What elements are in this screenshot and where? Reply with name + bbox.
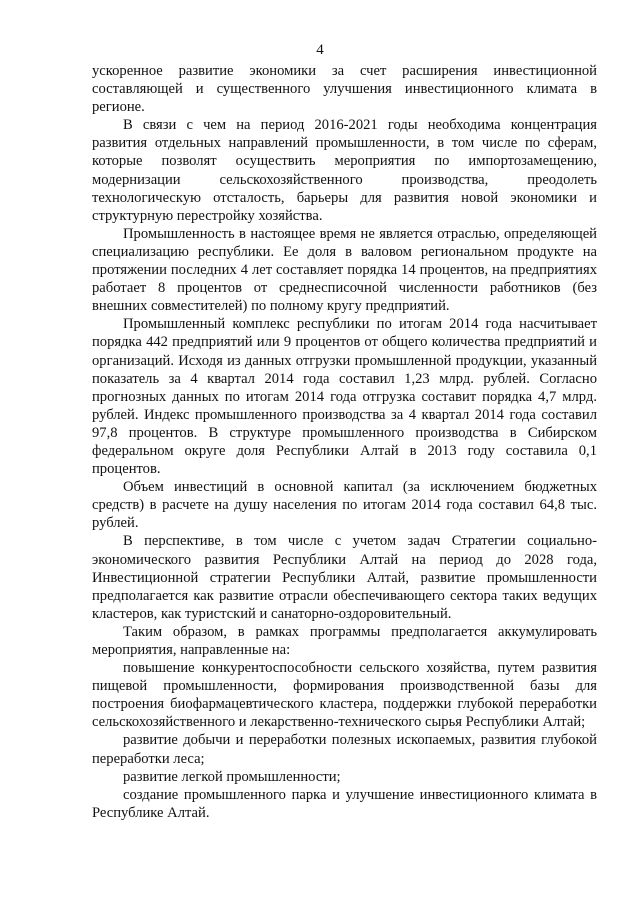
document-body [92, 62, 597, 822]
list-item-3: развитие легкой промышленности; [123, 768, 341, 785]
list-item-4: создание промышленного парка и улучшение инвестиционного климата в Республике Алтай. [92, 786, 597, 821]
paragraph-2: В связи с чем на период 2016-2021 годы необходима концентрация развития отдельных направлений промышленности, в том числе по сферам, которые позволят осуществить мероприятия по импортозамещению, модернизации сельскохозяйственного производства, преодолеть технологическую отсталость, барьеры для развития новой экономики и структурную перестройку хозяйства. [92, 117, 597, 224]
paragraph-4: Промышленный комплекс республики по итогам 2014 года насчитывает порядка 442 предприятий или 9 процентов от общего количества предприятий и организаций. Исходя из данных отгрузки промышленной продукции, указанный показатель за 4 квартал 2014 года составил 1,23 млрд. рублей. Согласно прогнозных данных по итогам 2014 года отгрузка составит порядка 4,7 млрд. рублей. Индекс промышленного производства за 4 квартал 2014 года составил 97,8 процентов. В структуре промышленного производства в Сибирском федеральном округе доля Республики Алтай в 2013 году составила 0,1 процентов. [92, 316, 597, 478]
list-item-2: развитие добычи и переработки полезных ископаемых, развития глубокой переработки леса; [92, 732, 597, 767]
list-item-1: повышение конкурентоспособности сельского хозяйства, путем развития пищевой промышленности, формирования производственной базы для построения биофармацевтического кластера, поддержки глубокой переработки сельскохозяйственного и лекарственно-технического сырья Республики Алтай; [92, 660, 597, 731]
paragraph-6: В перспективе, в том числе с учетом задач Стратегии социально-экономического развития Республики Алтай на период до 2028 года, Инвестиционной стратегии Республики Алтай, развитие промышленности предполагается как развитие отрасли обеспечивающего сектора таких ведущих кластеров, как туристский и санаторно-оздоровительный. [92, 533, 597, 622]
page-number: 4 [316, 42, 324, 58]
paragraph-1: ускоренное развитие экономики за счет расширения инвестиционной составляющей и существенного улучшения инвестиционного климата в регионе. [92, 63, 597, 116]
paragraph-7: Таким образом, в рамках программы предполагается аккумулировать мероприятия, направленные на: [92, 623, 597, 658]
paragraph-3: Промышленность в настоящее время не является отраслью, определяющей специализацию республики. Ее доля в валовом региональном продукте на протяжении последних 4 лет составляет порядка 14 процентов, на предприятиях работает 8 процентов от среднесписочной численности работников (без внешних совместителей) по полному кругу предприятий. [92, 225, 597, 315]
paragraph-5: Объем инвестиций в основной капитал (за исключением бюджетных средств) в расчете на душу населения по итогам 2014 года составил 64,8 тыс. рублей. [92, 479, 597, 532]
